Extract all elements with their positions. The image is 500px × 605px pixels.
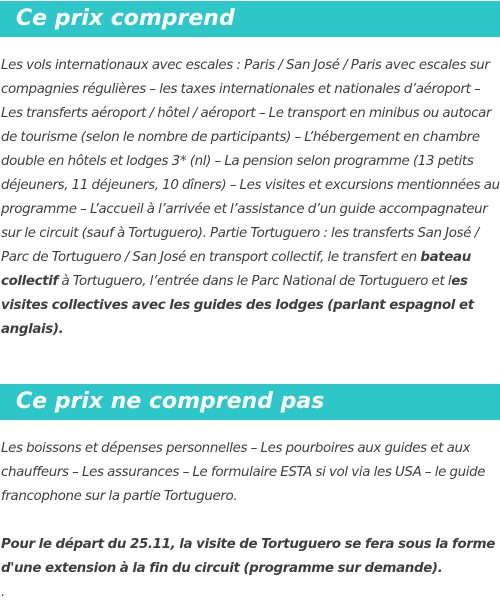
included-text-part-1: Les vols internationaux avec escales : Paris / San José / Paris avec escales sur compagnies régulières – les taxes internationales et nationales d’aéroport – Les transferts aéroport / hôtel / aéroport – Le transport en minibus ou autocar de tourisme (selon le nombre de participants) – L’hébergement en chambre double en hôtels et lodges 3* (nl) – La pension selon programme (13 petits déjeuners, 11 déjeuners, 10 dîners) – Les visites et excursions mentionnées au programme – L’accueil à l’arrivée et l’assistance d’un guide accompagnateur sur le circuit (sauf à Tortuguero). Partie Tortuguero : les transferts San José / Parc de Tortuguero / San José en transport collectif, le transfert en bbox=[1, 58, 500, 265]
section-header-included: Ce prix comprend bbox=[0, 1, 500, 37]
section-header-excluded: Ce prix ne comprend pas bbox=[0, 384, 500, 420]
included-text-part-2: à Tortuguero, l’entrée dans le Parc National de Tortuguero et l bbox=[58, 274, 452, 289]
included-bold-visits: es visites collectives avec les guides des lodges (parlant espagnol et anglais). bbox=[1, 274, 474, 337]
trailing-mark: . bbox=[1, 585, 5, 600]
included-description bbox=[0, 54, 500, 342]
included-bold-boat: bateau collectif bbox=[1, 250, 471, 289]
excluded-description: Les boissons et dépenses personnelles – Les pourboires aux guides et aux chauffeurs – Les assurances – Le formulaire ESTA si vol via les USA – le guide francophone sur la partie Tortuguero. bbox=[1, 441, 486, 504]
departure-note-text: Pour le départ du 25.11, la visite de Tortuguero se fera sous la forme d'une extension à la fin du circuit (programme sur demande). bbox=[1, 537, 495, 576]
departure-note bbox=[0, 533, 500, 581]
